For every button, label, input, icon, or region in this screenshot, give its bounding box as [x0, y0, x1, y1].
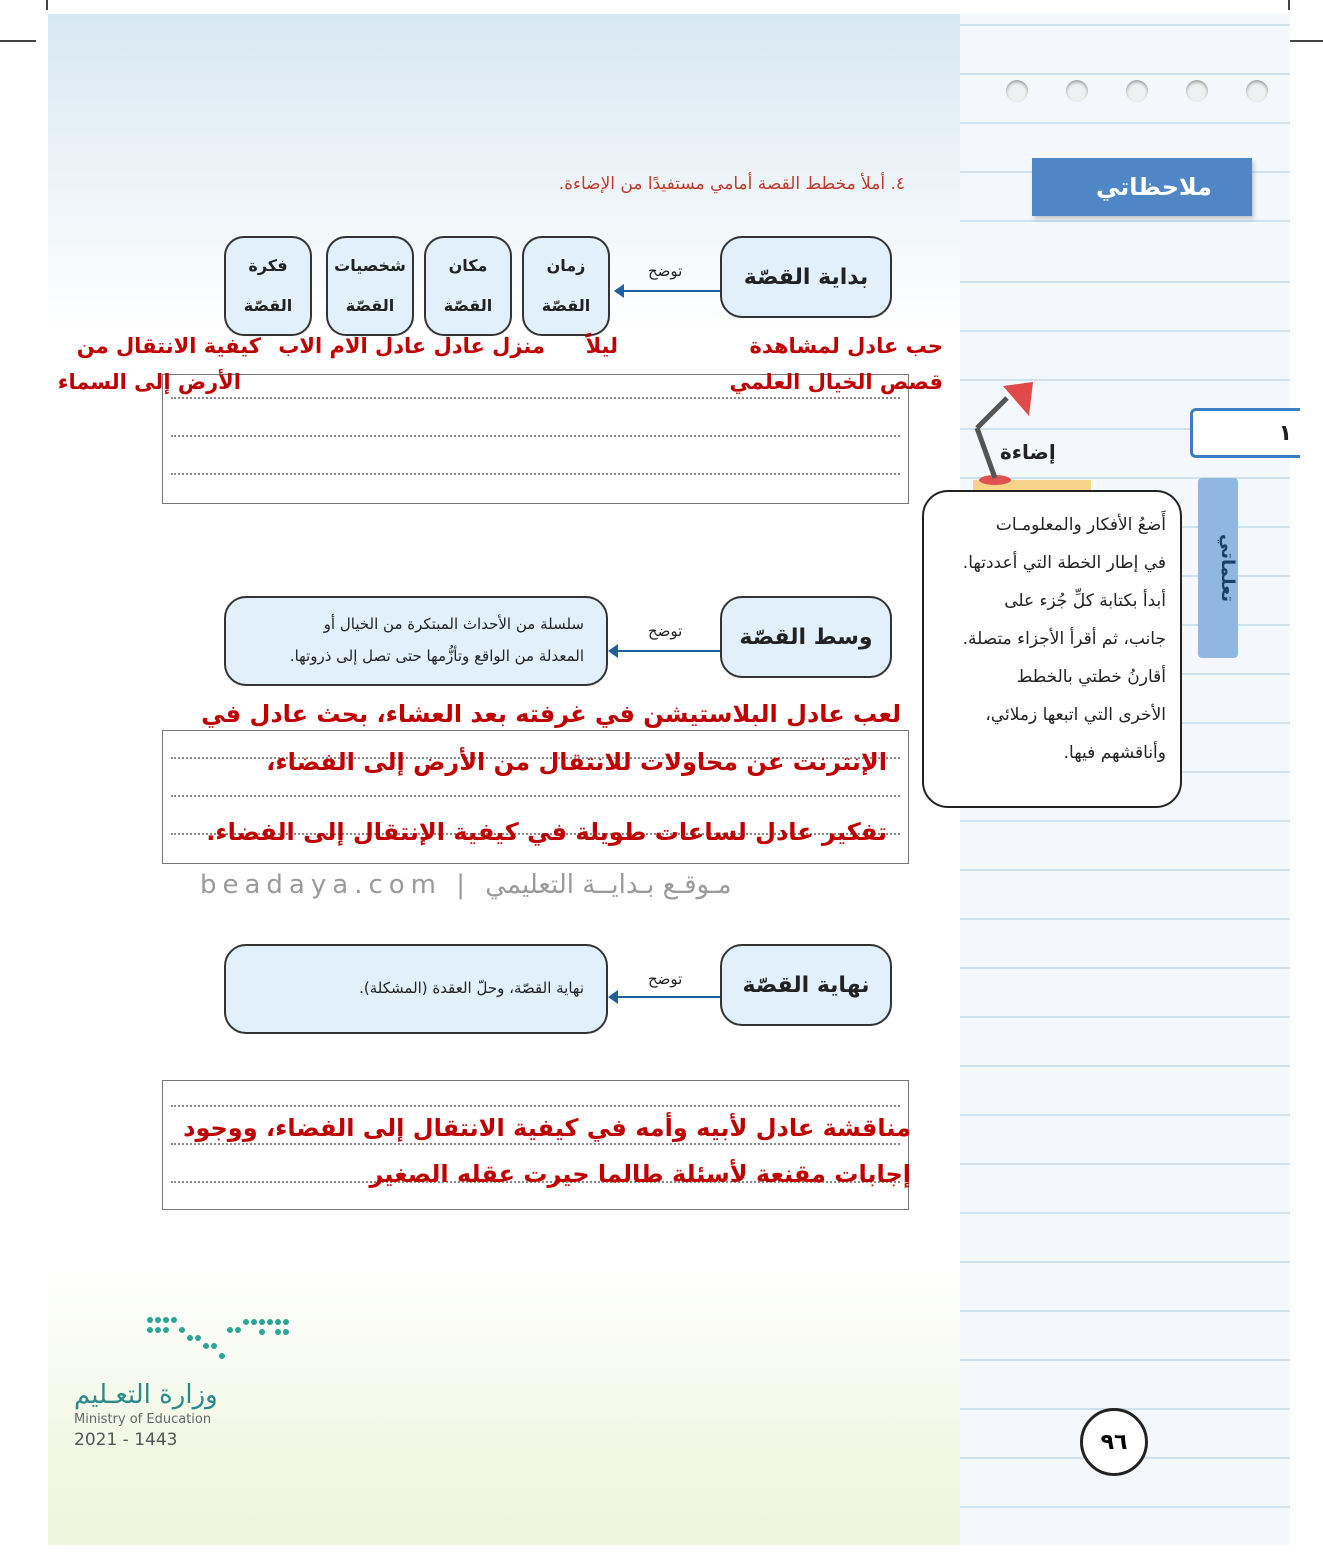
ministry-logo-icon — [145, 1312, 295, 1362]
notes-title: ملاحظاتي — [1032, 158, 1252, 216]
tip-line: وأناقشهم فيها. — [1063, 743, 1166, 763]
crop-mark — [1288, 40, 1323, 42]
arrow-icon — [616, 996, 720, 998]
connector-label: توضح — [648, 622, 683, 640]
end-answer: إجابات مقنعة لأسئلة طالما حيرت عقله الصغير — [369, 1160, 911, 1188]
dotted-line — [171, 1143, 900, 1145]
dotted-line — [171, 795, 900, 797]
tip-line: أَضعُ الأفكار والمعلومـات — [995, 515, 1166, 535]
answer-idea: قصص الخيال العلمي — [729, 370, 943, 394]
beginning-title: بداية القصّة — [720, 236, 892, 318]
binder-hole-icon — [1066, 80, 1088, 102]
binder-hole-icon — [1186, 80, 1208, 102]
connector-label: توضح — [648, 262, 683, 280]
watermark-arabic: مـوقـع بـدايــة التعليمي — [485, 870, 732, 900]
crop-mark — [0, 40, 36, 42]
story-element-box — [326, 236, 414, 336]
story-element-label: القصّة — [541, 296, 591, 315]
binder-hole-icon — [1006, 80, 1028, 102]
dotted-line — [171, 435, 900, 437]
tip-line: في إطار الخطة التي أعددتها. — [962, 553, 1166, 573]
story-element-label: القصّة — [243, 296, 293, 315]
arrow-icon — [616, 650, 720, 652]
story-element-box — [224, 236, 312, 336]
description-text: سلسلة من الأحداث المبتكرة من الخيال أو — [323, 615, 584, 633]
ministry-name-english: Ministry of Education — [74, 1412, 212, 1427]
story-element-label: شخصيات — [334, 256, 406, 275]
answer-story-idea: الأرض إلى السماء — [57, 370, 241, 394]
end-description — [224, 944, 608, 1034]
description-text: نهاية القصّة، وحلّ العقدة (المشكلة). — [359, 979, 584, 997]
crop-mark — [1288, 0, 1290, 10]
watermark — [200, 870, 820, 900]
page-number: ٩٦ — [1080, 1408, 1148, 1476]
binder-hole-icon — [1126, 80, 1148, 102]
dotted-line — [171, 397, 900, 399]
answer-time: ليلاً — [585, 334, 618, 358]
end-answer: مناقشة عادل لأبيه وأمه في كيفية الانتقال إلى الفضاء، ووجود — [183, 1114, 911, 1142]
story-element-label: مكان — [448, 256, 488, 275]
middle-answer: لعب عادل البلاستيشن في غرفته بعد العشاء، بحث عادل في — [201, 700, 901, 728]
tip-line: أبدأ بكتابة كلِّ جُزء على — [1004, 591, 1166, 611]
ministry-name-arabic: وزارة التعـليم — [74, 1380, 218, 1410]
story-element-label: القصّة — [345, 296, 395, 315]
tip-line: الأخرى التي اتبعها زملائي، — [985, 705, 1166, 725]
watermark-separator: | — [456, 870, 472, 900]
story-element-label: زمان — [546, 256, 586, 275]
middle-answer: تفكير عادل لساعات طويلة في كيفية الإنتقال إلى الفضاء. — [206, 818, 887, 846]
story-element-label: فكرة — [248, 256, 288, 275]
answer-place-characters: منزل عادل عادل الام الاب — [278, 334, 545, 358]
description-text: المعدلة من الواقع وتأزُّمها حتى تصل إلى ذروتها. — [289, 647, 584, 665]
story-element-box — [522, 236, 610, 336]
story-element-box — [424, 236, 512, 336]
end-title: نهاية القصّة — [720, 944, 892, 1026]
end-answer-area[interactable] — [162, 1080, 909, 1210]
dotted-line — [171, 473, 900, 475]
middle-answer: الإنترنت عن محاولات للانتقال من الأرض إلى الفضاء، — [266, 748, 887, 776]
task-instruction: ٤. أملأ مخطط القصة أمامي مستفيدًا من الإضاءة. — [558, 174, 905, 194]
middle-description — [224, 596, 608, 686]
tip-box — [922, 490, 1182, 808]
crop-mark — [46, 0, 48, 10]
tip-title: إضاءة — [1000, 440, 1056, 464]
tip-line: جانب، ثم أقرأ الأجزاء متصلة. — [962, 629, 1166, 649]
learning-strip: تعلماتي — [1198, 478, 1238, 658]
section-number: ١ — [1190, 408, 1300, 458]
answer-story-idea: كيفية الانتقال من — [76, 334, 261, 358]
watermark-latin: beadaya.com — [200, 870, 442, 900]
story-element-label: القصّة — [443, 296, 493, 315]
middle-title: وسط القصّة — [720, 596, 892, 678]
binder-hole-icon — [1246, 80, 1268, 102]
dotted-line — [171, 1105, 900, 1107]
connector-label: توضح — [648, 970, 683, 988]
tip-line: أقارنُ خطتي بالخطط — [1016, 667, 1166, 687]
answer-idea: حب عادل لمشاهدة — [749, 334, 943, 358]
edition-year: 2021 - 1443 — [74, 1430, 178, 1450]
arrow-icon — [622, 290, 720, 292]
